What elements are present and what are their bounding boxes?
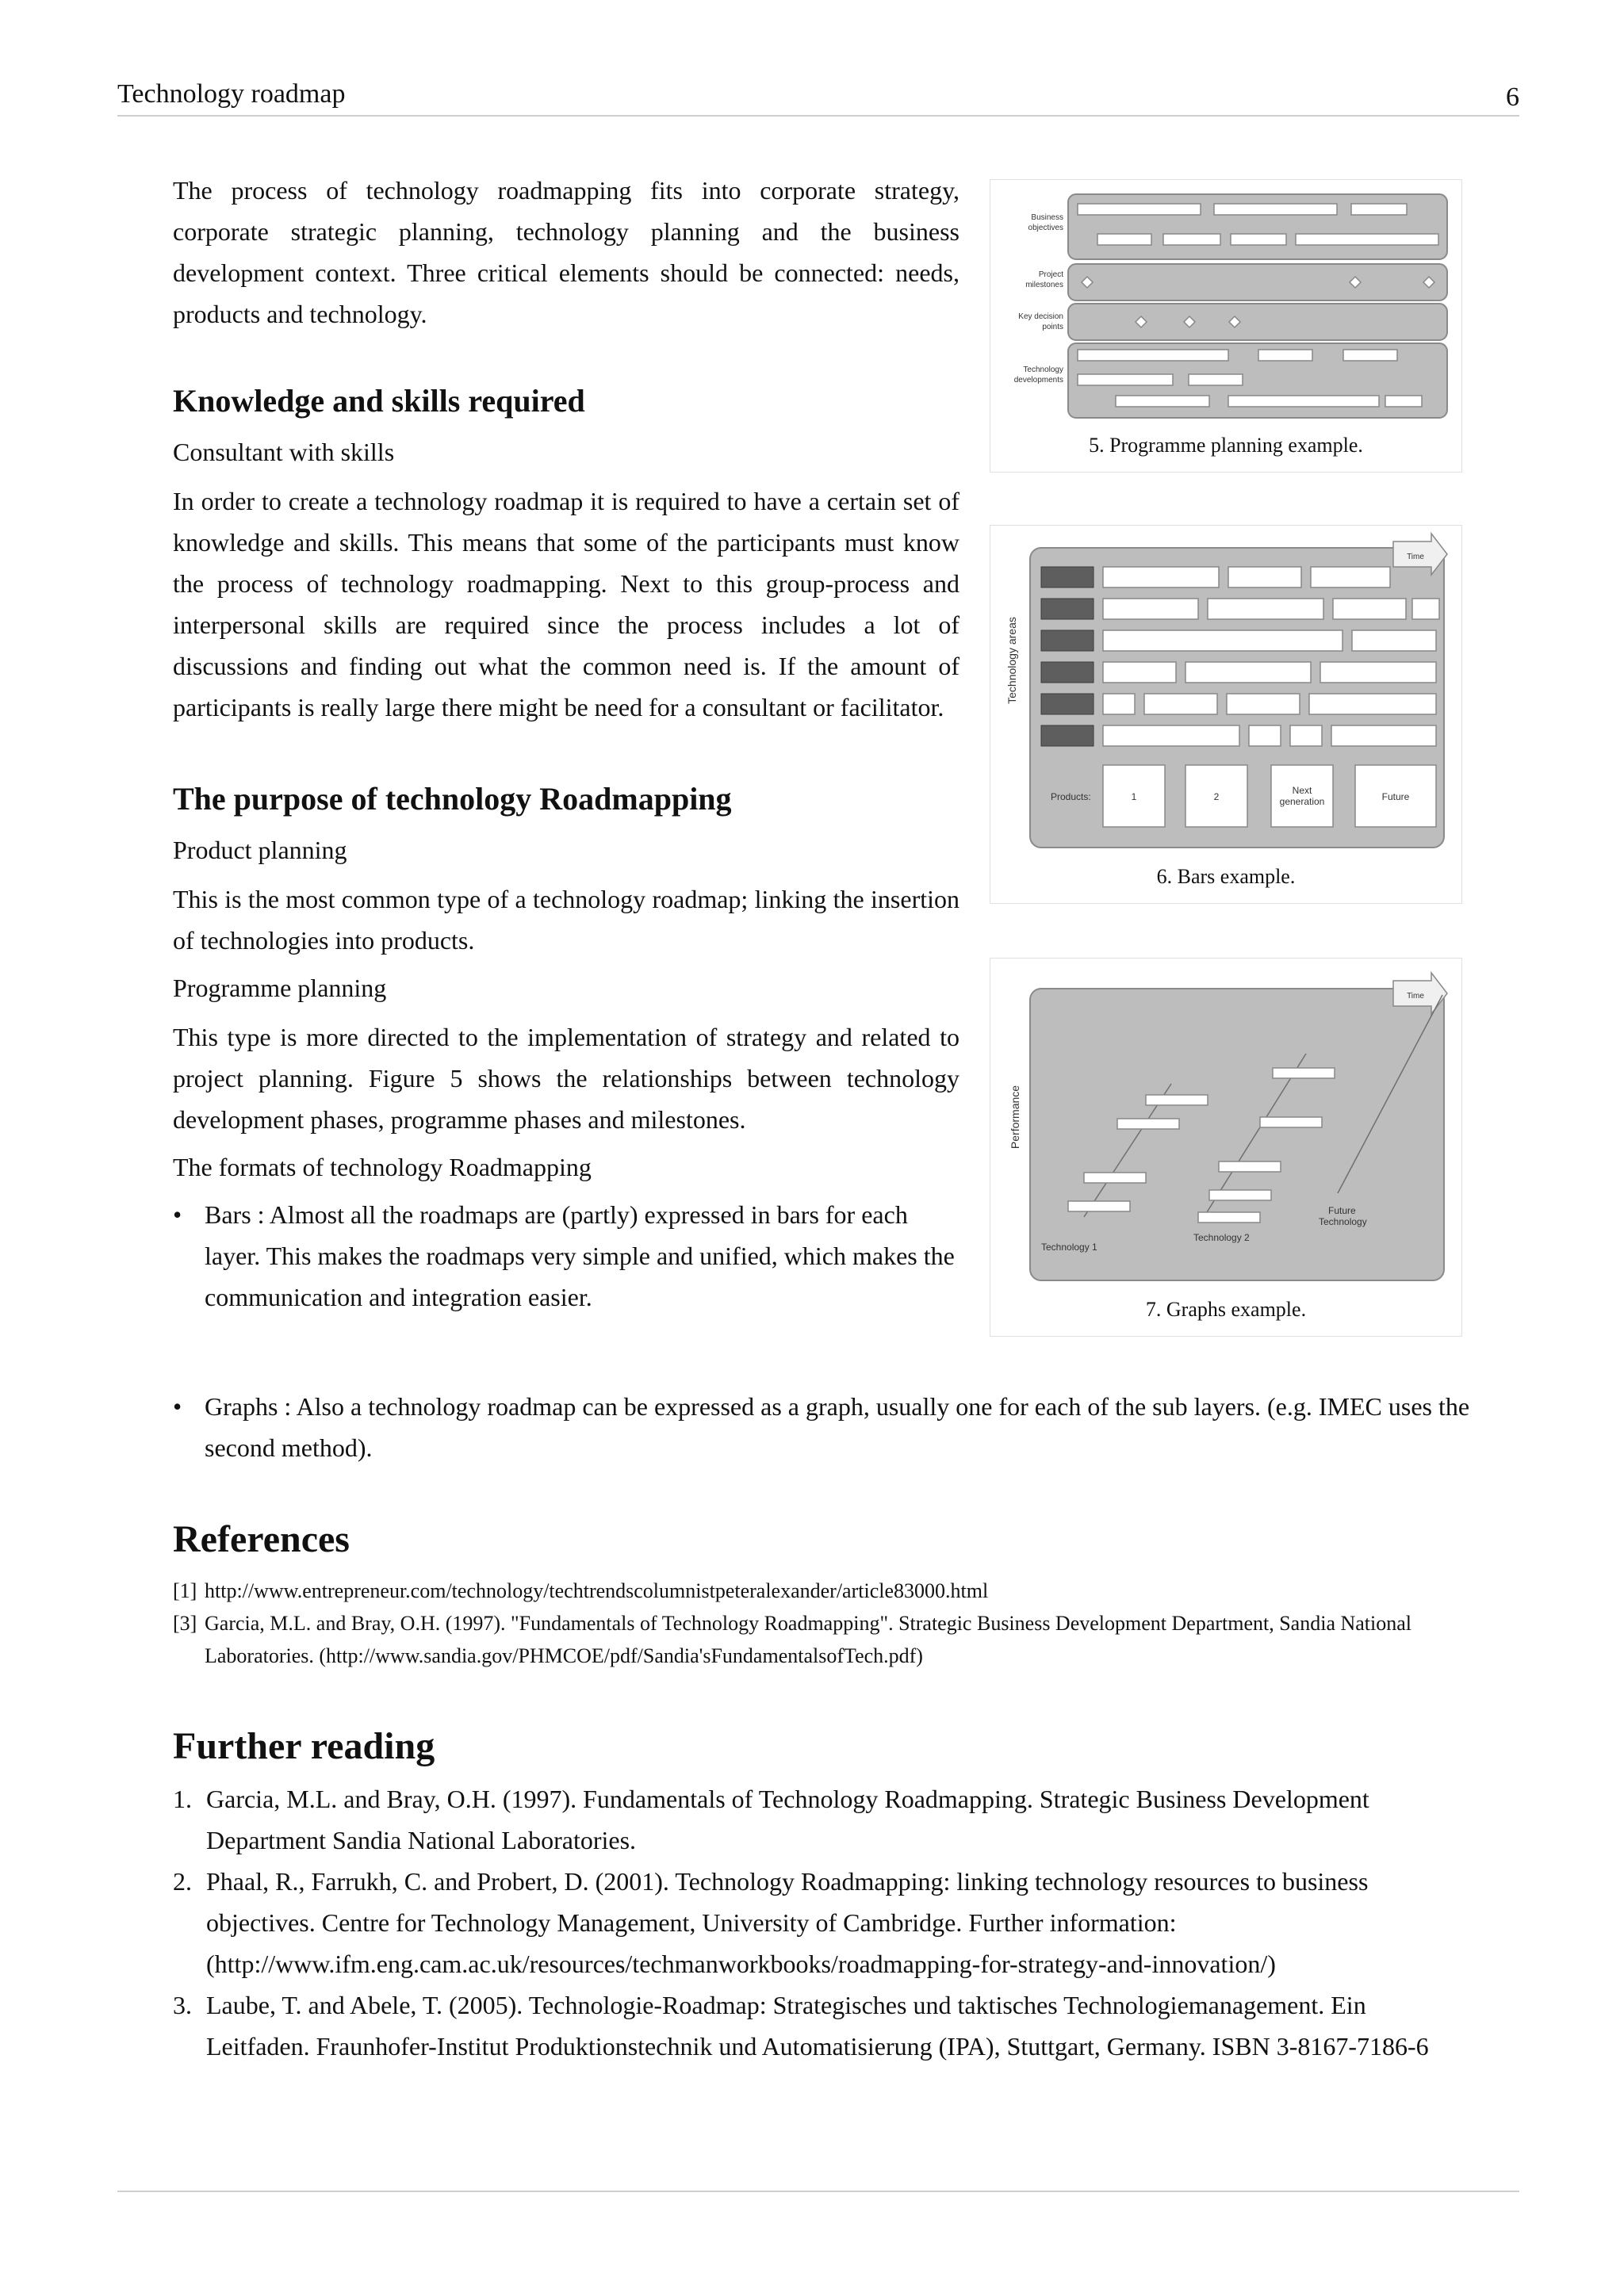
further-reading-item — [173, 1778, 1473, 1861]
purpose-heading: The purpose of technology Roadmapping — [173, 781, 732, 817]
reference-item — [173, 1607, 1473, 1672]
further-reading-text: Phaal, R., Farrukh, C. and Probert, D. (2001). Technology Roadmapping: linking technology resources to business objectives. Centre for Technology Management, University of Cambridge. Further information: (http://www.ifm.eng.cam.ac.uk/resources/techmanworkbooks/roadmapping-for-strategy-and-innovation/) — [206, 1867, 1369, 1978]
bullet-text: Graphs : Also a technology roadmap can be expressed as a graph, usually one for each of the sub layers. (e.g. IMEC uses the second method). — [205, 1392, 1470, 1462]
bullet-item — [173, 1194, 959, 1318]
product-next-label: Next — [1292, 785, 1312, 796]
product-generation-label: generation — [1279, 796, 1325, 807]
knowledge-subheading: Consultant with skills — [173, 438, 395, 466]
reference-text: Garcia, M.L. and Bray, O.H. (1997). "Fundamentals of Technology Roadmapping". Strategic Business Development Department, Sandia National Laboratories. (http://www.sandia.gov/PHMCOE/pdf/Sandia'sFundamentalsofTech.pdf) — [205, 1612, 1412, 1667]
list-number: 3. — [173, 1991, 192, 2019]
references-list — [173, 1575, 1473, 1672]
product-planning-paragraph: This is the most common type of a technology roadmap; linking the insertion of technologies into products. — [173, 885, 959, 955]
programme-planning-paragraph: This type is more directed to the implementation of strategy and related to project planning. Figure 5 shows the relationships between technology development phases, programme phases and milestones. — [173, 1023, 959, 1134]
time-label: Time — [1407, 992, 1424, 1001]
label-developments: developments — [1013, 376, 1063, 385]
reference-item — [173, 1575, 1473, 1607]
figure-caption: 6. Bars example. — [1156, 865, 1296, 888]
technology-areas-label: Technology areas — [1005, 617, 1018, 704]
list-number: 2. — [173, 1867, 192, 1896]
reference-text: http://www.entrepreneur.com/technology/techtrendscolumnistpeteralexander/article83000.html — [205, 1579, 989, 1602]
future-technology-label: Technology — [1319, 1216, 1367, 1227]
figure-bars-example — [990, 525, 1462, 904]
further-reading-item — [173, 1861, 1473, 1984]
header-divider — [117, 115, 1519, 117]
label-project: Project — [1038, 270, 1063, 279]
time-label: Time — [1407, 553, 1424, 561]
product-planning-subheading: Product planning — [173, 836, 347, 864]
further-reading-heading: Further reading — [173, 1725, 435, 1767]
label-milestones: milestones — [1025, 281, 1063, 289]
bars-diagram — [990, 526, 1461, 865]
technology-2-label: Technology 2 — [1193, 1232, 1250, 1243]
label-points: points — [1042, 323, 1063, 331]
bullet-glyph: • — [173, 1200, 182, 1229]
references-heading: References — [173, 1518, 350, 1560]
intro-paragraph: The process of technology roadmapping fits into corporate strategy, corporate strategic planning, technology planning and the business development context. Three critical elements should be connected: needs, products and technology. — [173, 176, 959, 328]
graphs-diagram — [990, 959, 1461, 1298]
programme-planning-subheading: Programme planning — [173, 974, 387, 1002]
reference-number: [1] — [173, 1579, 197, 1602]
performance-label: Performance — [1009, 1085, 1021, 1150]
label-key-decision: Key decision — [1018, 312, 1063, 321]
figure-caption: 5. Programme planning example. — [1089, 434, 1363, 457]
further-reading-text: Laube, T. and Abele, T. (2005). Technologie-Roadmap: Strategisches und taktisches Technologiemanagement. Ein Leitfaden. Fraunhofer-Institut Produktionstechnik und Automatisierung (IPA), Stuttgart, Germany. ISBN 3-8167-7186-6 — [206, 1991, 1429, 2061]
key-decision-points-lane — [1068, 304, 1447, 340]
product-2-label: 2 — [1213, 791, 1220, 802]
project-milestones-lane — [1068, 264, 1447, 300]
main-text-column — [173, 170, 959, 1318]
formats-subheading: The formats of technology Roadmapping — [173, 1153, 592, 1181]
bullet-text: Bars : Almost all the roadmaps are (partly) expressed in bars for each layer. This makes the roadmaps very simple and unified, which makes the communication and integration easier. — [205, 1200, 955, 1311]
label-technology: Technology — [1023, 365, 1063, 374]
figure-caption: 7. Graphs example. — [1145, 1298, 1307, 1321]
product-1-label: 1 — [1131, 791, 1137, 802]
figure-graphs-example — [990, 958, 1462, 1337]
programme-planning-diagram — [990, 180, 1461, 434]
running-header-title: Technology roadmap — [117, 79, 346, 109]
knowledge-paragraph: In order to create a technology roadmap it is required to have a certain set of knowledge and skills. This means that some of the participants must know the process of technology roadmapping. Next to this group-process and interpersonal skills are required since the process includes a lot of discussions and finding out what the common need is. If the amount of participants is really large there might be need for a consultant or facilitator. — [173, 487, 959, 721]
bullet-glyph: • — [173, 1392, 182, 1421]
reference-number: [3] — [173, 1612, 197, 1635]
products-label: Products: — [1051, 791, 1091, 802]
footer-divider — [117, 2191, 1519, 2192]
page-number: 6 — [1506, 82, 1519, 112]
bullet-item — [173, 1386, 1473, 1468]
technology-1-label: Technology 1 — [1041, 1242, 1097, 1253]
further-reading-list — [173, 1778, 1473, 2067]
further-reading-text: Garcia, M.L. and Bray, O.H. (1997). Fundamentals of Technology Roadmapping. Strategic Business Development Department Sandia National Laboratories. — [206, 1785, 1369, 1854]
knowledge-heading: Knowledge and skills required — [173, 383, 585, 419]
list-number: 1. — [173, 1785, 192, 1813]
lower-text-column — [173, 1386, 1473, 2067]
product-future-label: Future — [1381, 791, 1410, 802]
figure-programme-planning — [990, 179, 1462, 473]
label-business: Business — [1031, 213, 1063, 222]
label-objectives: objectives — [1028, 224, 1063, 232]
further-reading-item — [173, 1984, 1473, 2067]
future-label: Future — [1328, 1205, 1356, 1216]
